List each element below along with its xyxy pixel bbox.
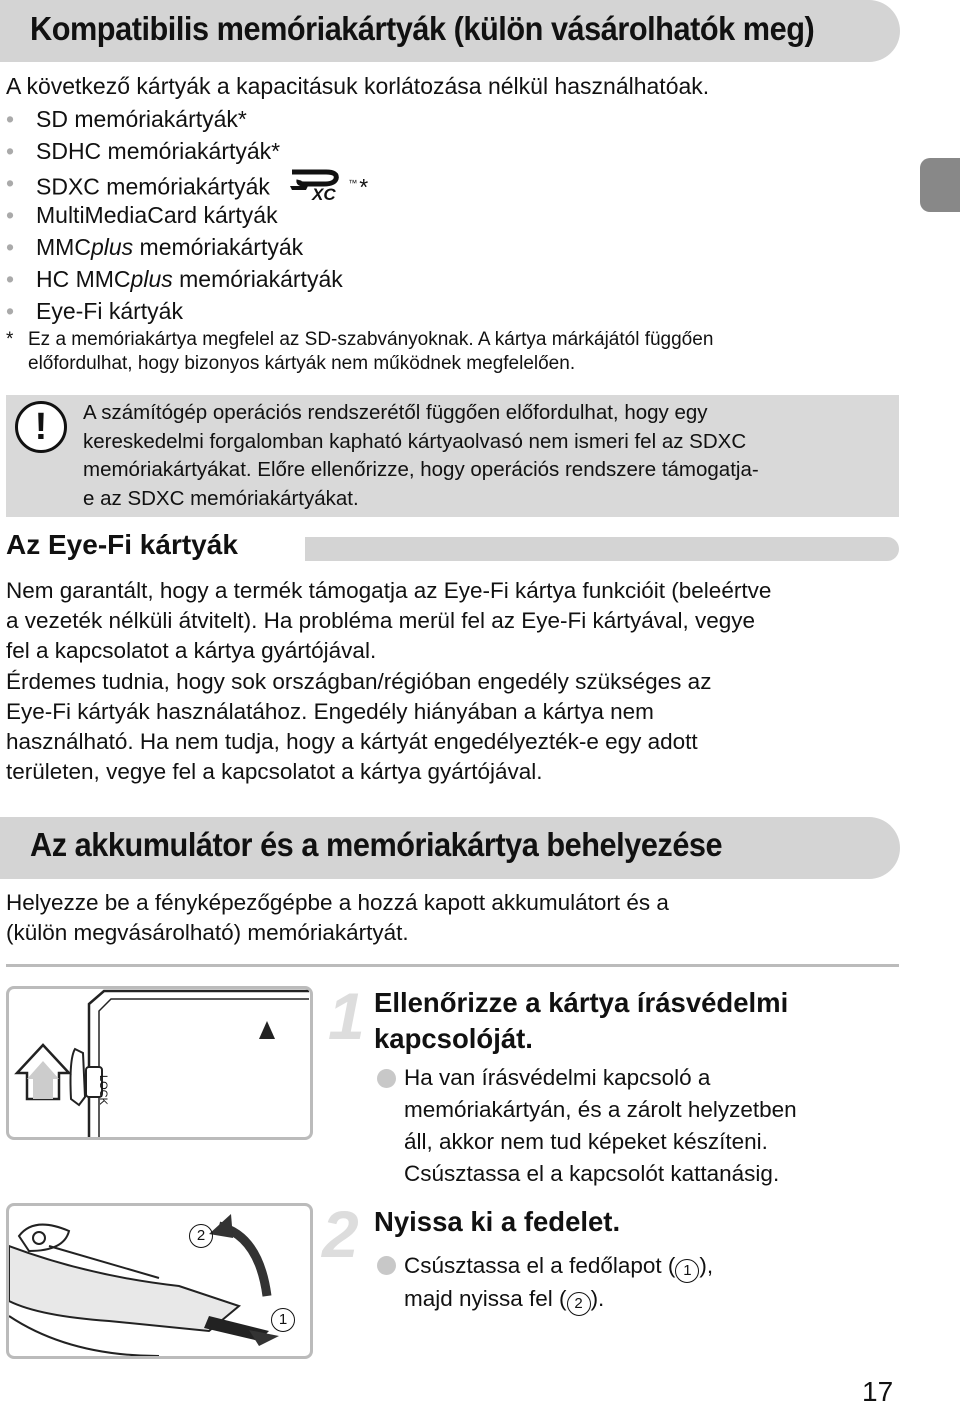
mark-1: 1 <box>675 1259 699 1283</box>
list-item: • Eye-Fi kártyák <box>6 295 368 327</box>
section-banner-compatible-cards <box>0 0 900 62</box>
eyefi-heading: Az Eye-Fi kártyák <box>6 529 238 560</box>
list-item: • SDXC memóriakártyák XC ™* <box>6 167 368 199</box>
list-item: • MMCplus memóriakártyák <box>6 231 368 263</box>
step-title-2: Nyissa ki a fedelet. <box>374 1206 621 1237</box>
list-item: • SD memóriakártyák* <box>6 103 368 135</box>
list-item: • SDHC memóriakártyák* <box>6 135 368 167</box>
card-lock-figure <box>6 986 313 1140</box>
svg-text:XC: XC <box>312 184 336 201</box>
step-title-1: Ellenőrizze a kártya írásvédelmi kapcsolóját. <box>374 987 789 1054</box>
intro-text: A következő kártyák a kapacitásuk korlátozása nélkül használhatóak. <box>6 73 710 99</box>
bullet-dot <box>377 1069 396 1088</box>
caution-icon: ! <box>15 401 67 453</box>
bullet-dot <box>377 1256 396 1275</box>
list-item: • MultiMediaCard kártyák <box>6 199 368 231</box>
section2-intro: Helyezze be a fényképezőgépbe a hozzá kapott akkumulátort és a (külön megvásárolható) memóriakártyát. <box>6 890 669 946</box>
section-title: Kompatibilis memóriakártyák (külön vásárolhatók meg) <box>30 10 815 47</box>
lock-label: LOCK <box>97 1075 109 1105</box>
section-title: Az akkumulátor és a memóriakártya behelyezése <box>30 826 723 863</box>
caution-box <box>6 395 899 517</box>
page-number: 17 <box>862 1376 894 1407</box>
callout-2: 2 <box>189 1224 213 1248</box>
callout-1: 1 <box>271 1308 295 1332</box>
eyefi-paragraph: Nem garantált, hogy a termék támogatja az Eye-Fi kártya funkcióit (beleértve a vezeték nélküli átvitelt). Ha probléma merül fel az Eye-Fi kártyával, vegye fel a kapcsolatot a kártya gyártójával. Érdemes tudnia, hogy sok országban/régióban engedély szükséges az Eye-Fi kártyák használatához. Engedély hiányában a kártya nem használható. Ha nem tudja, hogy a kártyát engedélyezték-e egy adott területen, vegye fel a kapcsolatot a kártya gyártójával. <box>6 578 772 785</box>
section-banner-insert-battery <box>0 817 900 879</box>
cover-open-figure <box>6 1203 313 1359</box>
chapter-tab <box>920 158 960 212</box>
step-body-2: Csúsztassa el a fedőlapot ( 1 ), majd nyissa fel ( 2 ). <box>404 1250 713 1316</box>
step-number-2: 2 <box>322 1197 359 1271</box>
divider <box>6 964 899 967</box>
list-item: • HC MMCplus memóriakártyák <box>6 263 368 295</box>
step-body-1: Ha van írásvédelmi kapcsoló a memóriakártyán, és a zárolt helyzetben áll, akkor nem tud képeket készíteni. Csúsztassa el a kapcsolót kattanásig. <box>404 1065 797 1186</box>
caution-text: A számítógép operációs rendszerétől függően előfordulhat, hogy egy kereskedelmi forgalomban kapható kártyaolvasó nem ismeri fel az SDXC memóriakártyákat. Előre ellenőrizze, hogy operációs rendszere támogatja- e az SDXC memóriakártyákat. <box>83 401 759 510</box>
heading-bar <box>305 537 899 561</box>
mark-2: 2 <box>567 1292 591 1316</box>
footnote: * Ez a memóriakártya megfelel az SD-szabványoknak. A kártya márkájától függően előfordulhat, hogy bizonyos kártyák nem működnek megfelelően. <box>6 329 714 374</box>
card-list <box>6 103 368 327</box>
step-number-1: 1 <box>328 979 365 1053</box>
